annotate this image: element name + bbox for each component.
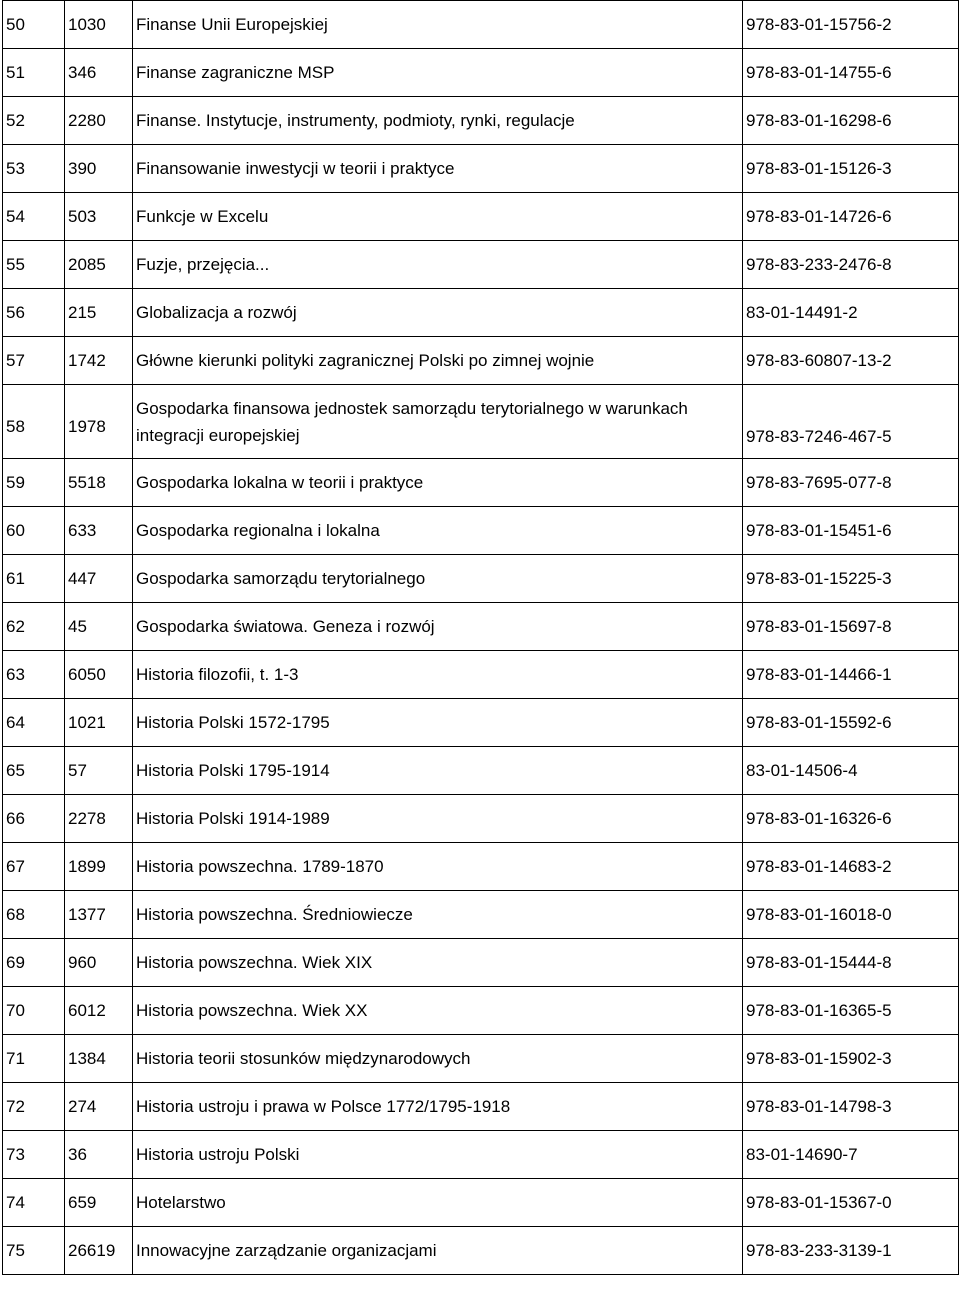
row-number: 50 [3,1,65,49]
isbn: 978-83-7246-467-5 [743,385,959,459]
isbn: 978-83-01-15697-8 [743,603,959,651]
book-title: Hotelarstwo [133,1179,743,1227]
book-title: Fuzje, przejęcia... [133,241,743,289]
book-title: Gospodarka finansowa jednostek samorządu terytorialnego w warunkach integracji europejskiej [133,385,743,459]
book-title: Gospodarka światowa. Geneza i rozwój [133,603,743,651]
book-title: Historia ustroju Polski [133,1131,743,1179]
row-number: 51 [3,49,65,97]
table-row [3,1227,959,1275]
item-id: 274 [65,1083,133,1131]
table-row [3,385,959,459]
item-id: 2278 [65,795,133,843]
table-row [3,459,959,507]
table-row [3,337,959,385]
isbn: 978-83-01-14755-6 [743,49,959,97]
isbn: 978-83-01-14798-3 [743,1083,959,1131]
book-title: Historia teorii stosunków międzynarodowych [133,1035,743,1083]
isbn: 978-83-01-15451-6 [743,507,959,555]
isbn: 978-83-01-15592-6 [743,699,959,747]
isbn: 978-83-233-3139-1 [743,1227,959,1275]
item-id: 659 [65,1179,133,1227]
isbn: 978-83-01-16326-6 [743,795,959,843]
row-number: 59 [3,459,65,507]
item-id: 1742 [65,337,133,385]
isbn: 978-83-7695-077-8 [743,459,959,507]
book-title: Finanse. Instytucje, instrumenty, podmioty, rynki, regulacje [133,97,743,145]
row-number: 53 [3,145,65,193]
isbn: 978-83-01-15126-3 [743,145,959,193]
table-row [3,49,959,97]
book-title: Gospodarka regionalna i lokalna [133,507,743,555]
isbn: 978-83-01-16018-0 [743,891,959,939]
item-id: 447 [65,555,133,603]
isbn: 978-83-01-15225-3 [743,555,959,603]
table-row [3,97,959,145]
isbn: 978-83-01-15444-8 [743,939,959,987]
book-title: Historia powszechna. Wiek XX [133,987,743,1035]
row-number: 63 [3,651,65,699]
book-title: Finanse zagraniczne MSP [133,49,743,97]
isbn: 978-83-01-16365-5 [743,987,959,1035]
isbn: 978-83-01-15367-0 [743,1179,959,1227]
table-row [3,795,959,843]
row-number: 67 [3,843,65,891]
item-id: 346 [65,49,133,97]
isbn: 978-83-60807-13-2 [743,337,959,385]
table-row [3,1083,959,1131]
isbn: 978-83-01-14726-6 [743,193,959,241]
table-row [3,987,959,1035]
item-id: 1384 [65,1035,133,1083]
row-number: 54 [3,193,65,241]
item-id: 36 [65,1131,133,1179]
item-id: 5518 [65,459,133,507]
book-title: Historia ustroju i prawa w Polsce 1772/1795-1918 [133,1083,743,1131]
item-id: 6050 [65,651,133,699]
book-title: Gospodarka lokalna w teorii i praktyce [133,459,743,507]
book-title: Historia powszechna. 1789-1870 [133,843,743,891]
row-number: 62 [3,603,65,651]
item-id: 26619 [65,1227,133,1275]
row-number: 66 [3,795,65,843]
table-row [3,843,959,891]
isbn: 978-83-233-2476-8 [743,241,959,289]
book-list-table [2,0,959,1275]
row-number: 65 [3,747,65,795]
book-title: Finansowanie inwestycji w teorii i praktyce [133,145,743,193]
row-number: 72 [3,1083,65,1131]
row-number: 52 [3,97,65,145]
table-row [3,891,959,939]
row-number: 69 [3,939,65,987]
book-title: Historia powszechna. Średniowiecze [133,891,743,939]
book-title: Funkcje w Excelu [133,193,743,241]
table-row [3,241,959,289]
row-number: 57 [3,337,65,385]
table-row [3,1035,959,1083]
table-row [3,1131,959,1179]
row-number: 55 [3,241,65,289]
table-row [3,603,959,651]
item-id: 215 [65,289,133,337]
item-id: 2085 [65,241,133,289]
isbn: 978-83-01-15902-3 [743,1035,959,1083]
table-row [3,1,959,49]
table-row [3,289,959,337]
isbn: 83-01-14491-2 [743,289,959,337]
isbn: 978-83-01-15756-2 [743,1,959,49]
book-title: Globalizacja a rozwój [133,289,743,337]
item-id: 6012 [65,987,133,1035]
isbn: 978-83-01-14466-1 [743,651,959,699]
row-number: 64 [3,699,65,747]
row-number: 56 [3,289,65,337]
table-row [3,507,959,555]
item-id: 1978 [65,385,133,459]
book-title: Gospodarka samorządu terytorialnego [133,555,743,603]
row-number: 74 [3,1179,65,1227]
table-row [3,193,959,241]
item-id: 1021 [65,699,133,747]
isbn: 83-01-14690-7 [743,1131,959,1179]
book-title: Historia Polski 1572-1795 [133,699,743,747]
book-title: Historia Polski 1914-1989 [133,795,743,843]
row-number: 61 [3,555,65,603]
table-row [3,1179,959,1227]
item-id: 2280 [65,97,133,145]
row-number: 75 [3,1227,65,1275]
row-number: 71 [3,1035,65,1083]
row-number: 73 [3,1131,65,1179]
table-row [3,699,959,747]
table-row [3,939,959,987]
item-id: 960 [65,939,133,987]
row-number: 68 [3,891,65,939]
item-id: 1030 [65,1,133,49]
item-id: 1377 [65,891,133,939]
item-id: 1899 [65,843,133,891]
book-title: Historia filozofii, t. 1-3 [133,651,743,699]
row-number: 70 [3,987,65,1035]
isbn: 978-83-01-14683-2 [743,843,959,891]
table-row [3,747,959,795]
table-row [3,145,959,193]
book-title: Finanse Unii Europejskiej [133,1,743,49]
item-id: 633 [65,507,133,555]
table-body [3,1,959,1275]
book-title: Historia powszechna. Wiek XIX [133,939,743,987]
book-title: Historia Polski 1795-1914 [133,747,743,795]
book-title: Innowacyjne zarządzanie organizacjami [133,1227,743,1275]
row-number: 60 [3,507,65,555]
item-id: 503 [65,193,133,241]
row-number: 58 [3,385,65,459]
book-title: Główne kierunki polityki zagranicznej Polski po zimnej wojnie [133,337,743,385]
item-id: 57 [65,747,133,795]
table-row [3,555,959,603]
isbn: 978-83-01-16298-6 [743,97,959,145]
item-id: 45 [65,603,133,651]
table-row [3,651,959,699]
isbn: 83-01-14506-4 [743,747,959,795]
item-id: 390 [65,145,133,193]
